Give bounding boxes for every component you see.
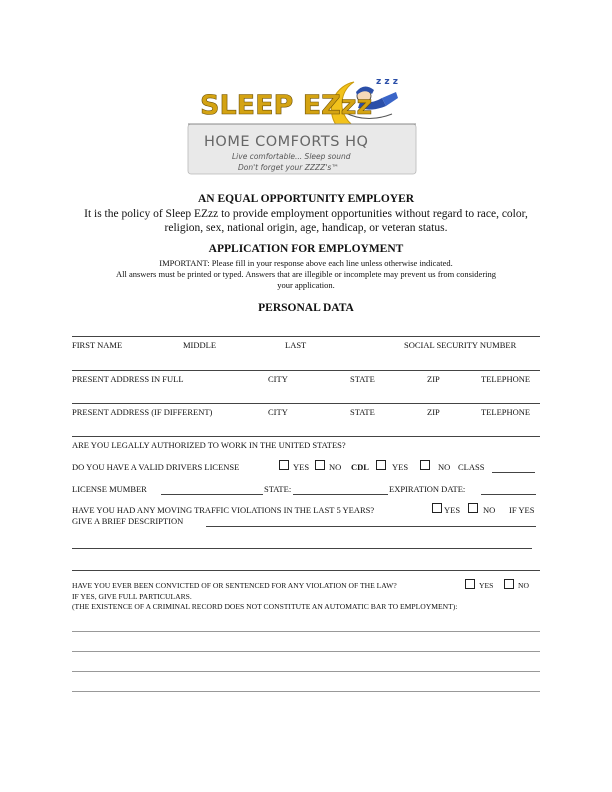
address-label: PRESENT ADDRESS IN FULL (72, 374, 184, 384)
convicted-question: HAVE YOU EVER BEEN CONVICTED OF OR SENTENCED FOR ANY VIOLATION OF THE LAW? (72, 581, 397, 590)
describe-label: GIVE A BRIEF DESCRIPTION (72, 516, 184, 526)
eeo-heading: AN EQUAL OPPORTUNITY EMPLOYER (197, 193, 415, 205)
city-label: CITY (268, 374, 288, 384)
particulars-line-3[interactable] (72, 671, 540, 672)
particulars-line-2[interactable] (72, 651, 540, 652)
state-2-label: STATE (350, 407, 375, 417)
cdl-no-label: NO (438, 462, 451, 472)
cdl-yes-label: YES (392, 462, 409, 472)
license-state-field[interactable] (293, 494, 388, 495)
violations-no-label: NO (483, 505, 496, 515)
address-2-label: PRESENT ADDRESS (IF DIFFERENT) (72, 407, 213, 417)
address-2-line[interactable] (72, 403, 540, 404)
license-no-checkbox[interactable] (315, 460, 325, 470)
authorized-question: ARE YOU LEGALLY AUTHORIZED TO WORK IN THE UNITED STATES? (72, 440, 346, 450)
license-yes-label: YES (293, 462, 310, 472)
violations-no-checkbox[interactable] (468, 503, 478, 513)
application-note-3: your application. (277, 280, 335, 290)
application-heading: APPLICATION FOR EMPLOYMENT (208, 243, 404, 255)
logo-tagline-1: Live comfortable... Sleep sound (232, 152, 351, 161)
cdl-no-checkbox[interactable] (420, 460, 430, 470)
cdl-label: CDL (351, 462, 369, 472)
particulars-line-4[interactable] (72, 691, 540, 692)
license-yes-checkbox[interactable] (279, 460, 289, 470)
telephone-2-label: TELEPHONE (481, 407, 531, 417)
ssn-label: SOCIAL SECURITY NUMBER (404, 340, 517, 350)
violations-if-yes-label: IF YES (509, 505, 535, 515)
license-no-label: NO (329, 462, 342, 472)
expiration-label: EXPIRATION DATE: (389, 484, 466, 494)
last-name-label: LAST (285, 340, 307, 350)
eeo-line-1: It is the policy of Sleep EZzz to provide employment opportunities without regard to race, color, (84, 208, 528, 220)
describe-field[interactable] (206, 526, 536, 527)
class-field[interactable] (492, 472, 535, 473)
convicted-no-label: NO (518, 581, 529, 590)
application-note-1: IMPORTANT: Please fill in your response above each line unless otherwise indicated. (159, 258, 453, 268)
logo-subtitle: HOME COMFORTS HQ (204, 134, 369, 150)
license-question: DO YOU HAVE A VALID DRIVERS LICENSE (72, 462, 240, 472)
license-state-label: STATE: (264, 484, 292, 494)
application-note-2: All answers must be printed or typed. Answers that are illegible or incomplete may prevent us from considering (115, 269, 497, 279)
eeo-line-2: religion, sex, national origin, age, handicap, or veteran status. (164, 222, 448, 234)
convicted-no-checkbox[interactable] (504, 579, 514, 589)
first-name-label: FIRST NAME (72, 340, 123, 350)
class-label: CLASS (458, 462, 485, 472)
logo-graphic (186, 68, 418, 186)
personal-data-heading: PERSONAL DATA (258, 302, 354, 314)
violations-question: HAVE YOU HAD ANY MOVING TRAFFIC VIOLATIONS IN THE LAST 5 YEARS? (72, 505, 375, 515)
city-2-label: CITY (268, 407, 288, 417)
zip-label: ZIP (427, 374, 440, 384)
criminal-record-note: (THE EXISTENCE OF A CRIMINAL RECORD DOES NOT CONSTITUTE AN AUTOMATIC BAR TO EMPLOYMENT): (72, 602, 458, 611)
violations-yes-label: YES (444, 505, 461, 515)
middle-name-label: MIDDLE (183, 340, 217, 350)
zip-2-label: ZIP (427, 407, 440, 417)
cdl-yes-checkbox[interactable] (376, 460, 386, 470)
convicted-if-yes-label: IF YES, GIVE FULL PARTICULARS. (72, 592, 192, 601)
state-label: STATE (350, 374, 375, 384)
license-number-label: LICENSE MUMBER (72, 484, 147, 494)
logo-zzz: z z z (376, 77, 398, 87)
convicted-yes-checkbox[interactable] (465, 579, 475, 589)
violations-yes-checkbox[interactable] (432, 503, 442, 513)
describe-line-2[interactable] (72, 548, 532, 549)
license-number-field[interactable] (161, 494, 263, 495)
company-logo (186, 68, 418, 186)
name-line[interactable] (72, 336, 540, 337)
expiration-field[interactable] (481, 494, 536, 495)
logo-brand: SLEEP EZzz (200, 90, 373, 121)
particulars-line-1[interactable] (72, 631, 540, 632)
telephone-label: TELEPHONE (481, 374, 531, 384)
logo-tagline-2: Don't forget your ZZZZ's™ (238, 163, 339, 172)
describe-line-3[interactable] (72, 570, 540, 571)
convicted-yes-label: YES (479, 581, 494, 590)
authorized-line[interactable] (72, 436, 540, 437)
address-line[interactable] (72, 370, 540, 371)
